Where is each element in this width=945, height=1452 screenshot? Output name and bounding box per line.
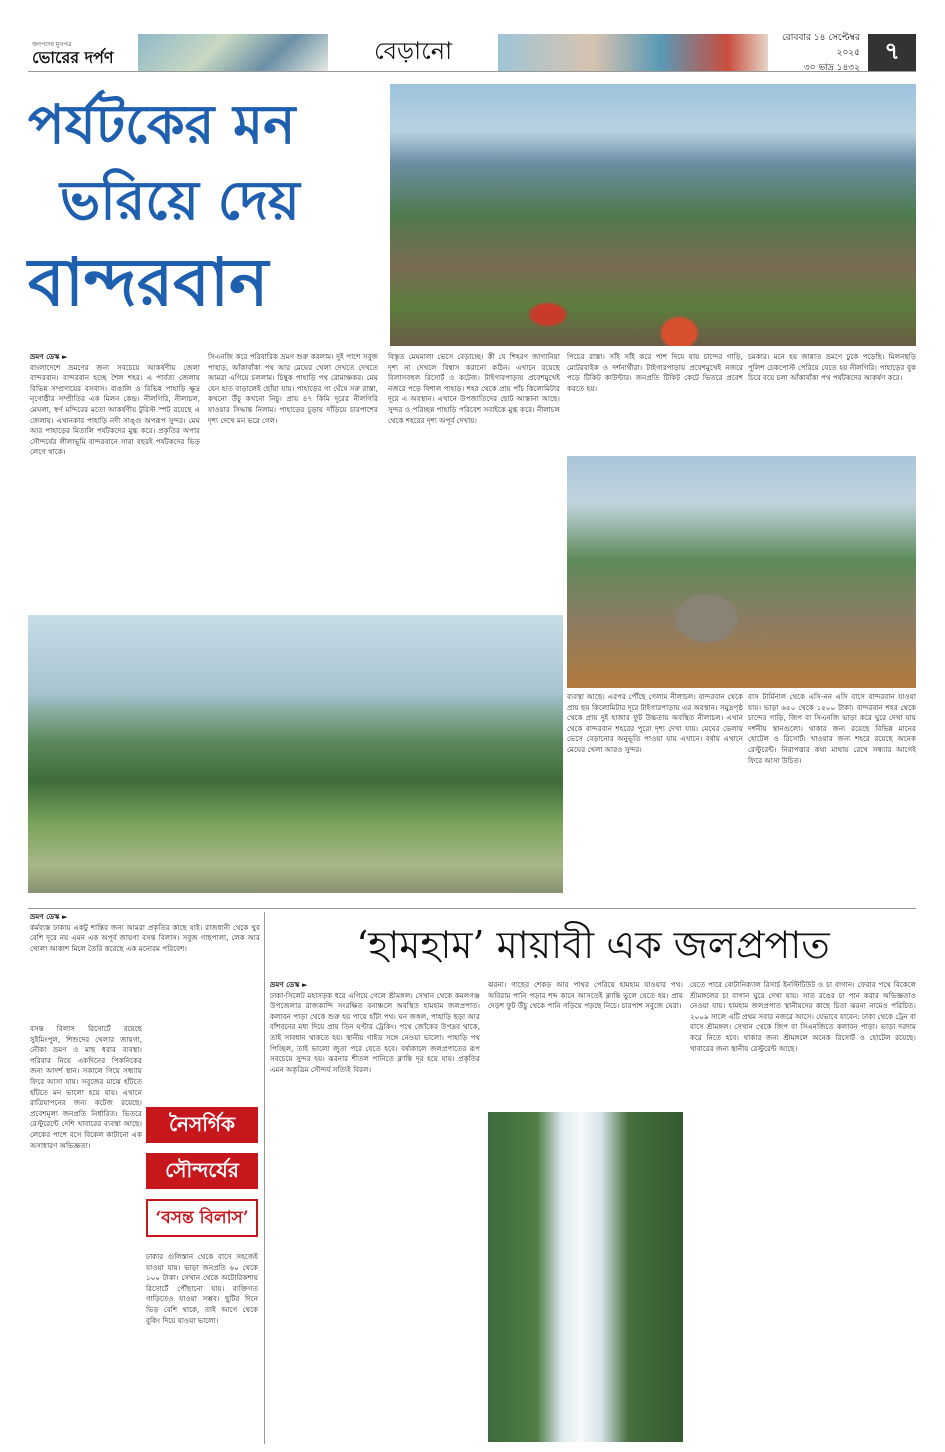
article2-column-left bbox=[30, 1024, 142, 1444]
issue-date-gregorian: রোববার ১৪ সেপ্টেম্বর ২০২৫ bbox=[782, 33, 860, 58]
masthead-tagline: জনপদের মুখপত্র bbox=[32, 41, 72, 48]
article2-text-right: ঢাকার গুলিস্তান থেকে বাসে সহজেই যাওয়া যায়। ভাড়া জনপ্রতি ৬০ থেকে ১০০ টাকা। সেখান থেকে অটোরিকশায় রিসোর্টে পৌঁছানো যায়। ব্যক্তিগত গাড়িতেও যাওয়া সম্ভব। ছুটির দিনে ভিড় বেশি থাকে, তাই আগে থেকে বুকিং দিয়ে যাওয়া ভালো। bbox=[146, 1252, 258, 1325]
article1-text-4: পিচের রাস্তা। সাঁই সাঁই করে পাশ দিয়ে যায় চান্দের গাড়ি, মোটরবাইক ও দর্শনার্থীরা। টাইগারপাড়ায় প্রবেশমুখেই নজরে পড়ে টিকিট কাউন্টার। জনপ্রতি টিকিট কেটে ভিতরে প্রবেশ করতে হয়। bbox=[567, 352, 743, 393]
issue-date bbox=[768, 34, 868, 71]
article1-column-7 bbox=[748, 692, 916, 902]
article1-headline bbox=[28, 85, 388, 345]
article1-byline: ভ্রমণ ডেস্ক ► bbox=[30, 352, 68, 361]
article3-headline: ‘হামহাম’ মায়াবী এক জলপ্রপাত bbox=[356, 923, 830, 967]
article2-headline-line-3: ‘বসন্ত বিলাস’ bbox=[146, 1199, 258, 1237]
article3-byline: ভ্রমণ ডেস্ক ► bbox=[270, 980, 308, 989]
article1-text-3: বিস্তৃত মেঘমালা ভেসে বেড়াচ্ছে। কী যে শিহরণ জাগানিয়া দৃশ্য না দেখলে বিশ্বাস করানো কঠিন। এখানে রয়েছে বিলাসবহুল রিসোর্ট ও কটেজ। টাইগারপাড়ায় প্রবেশমুখেই নজরে পড়ে বিশাল পাহাড়। শহর থেকে প্রায় পাঁচ কিলোমিটার দূরে এ অবস্থান। এখানে উপজাতিদের ছোট আস্তানা আছে। সুন্দর ও পরিচ্ছন্ন পাহাড়ি পরিবেশ সবাইকে মুগ্ধ করে। নীলাচল থেকে শহরের দৃশ্য অপূর্ব দেখায়। bbox=[388, 352, 560, 425]
article1-text-2: সিএনজি করে পরিবারিক ভ্রমণ শুরু করলাম। দুই পাশে সবুজ পাহাড়, আঁকাবাঁকা পথ আর মেঘের খেলা দেখতে দেখতে আমরা এগিয়ে চললাম। চিম্বুক পাহাড়ি পথ রোমাঞ্চকর। মেঘ যেন হাত বাড়ালেই ছোঁয়া যায়। পাহাড়ের গা ঘেঁষে সরু রাস্তা, কখনো উঁচু কখনো নিচু। প্রায় ৪৭ কিমি দূরের নীলগিরি যাওয়ার সিদ্ধান্ত নিলাম। পাহাড়ের চূড়ায় দাঁড়িয়ে চারপাশের দৃশ্য দেখে মন ভরে গেল। bbox=[208, 352, 378, 425]
header-photo-strip-right bbox=[498, 34, 768, 71]
article3-text-1: ঢাকা-সিলেট মহাসড়ক ধরে এগিয়ে গেলে শ্রীমঙ্গল। সেখান থেকে কমলগঞ্জ উপজেলার রাজকান্দি সংরক্ষিত বনাঞ্চলে অবস্থিত হামহাম জলপ্রপাত। কলাবন পাড়া থেকে শুরু হয় পায়ে হাঁটা পথ। ঘন জঙ্গল, পাহাড়ি ছড়া আর বাঁশবনের মধ্য দিয়ে প্রায় তিন ঘণ্টার ট্রেকিং। পথে জোঁকের উপদ্রব থাকে, তাই সাবধান থাকতে হয়। স্থানীয় গাইড সঙ্গে নেওয়া ভালো। পাহাড়ি পথ পিচ্ছিল, তাই ভালো জুতা পরে যেতে হবে। বর্ষাকালে জলপ্রপাতের রূপ সবচেয়ে সুন্দর হয়। ঝরনার শীতল পানিতে ক্লান্তি দূর হয়ে যায়। প্রকৃতির এমন অকৃত্রিম সৌন্দর্য সত্যিই বিরল। bbox=[270, 990, 480, 1074]
article1-column-2 bbox=[208, 352, 378, 614]
photo-stone-benches bbox=[567, 456, 916, 688]
article1-text-6: ব্যবস্থা আছে। এরপর পৌঁছে গেলাম নীলাচল। বান্দরবান থেকে প্রায় ছয় কিলোমিটার দূরে টাইগারপাড়ায় এর অবস্থান। সমুদ্রপৃষ্ঠ থেকে প্রায় দুই হাজার ফুট উচ্চতায় অবস্থিত নীলাচল। এখান থেকে বান্দরবান শহরের পুরো দৃশ্য দেখা যায়। মেঘের ভেলায় ভেসে বেড়ানোর অনুভূতি পাওয়া যায় এখানে। বর্ষায় এখানে মেঘের খেলা আরও সুন্দর। bbox=[567, 692, 743, 754]
article1-column-5 bbox=[748, 352, 916, 452]
photo-waterfall bbox=[488, 1112, 683, 1442]
article2-headline-line-1: নৈসর্গিক bbox=[146, 1107, 258, 1143]
article1-text-1: বাংলাদেশে ভ্রমণের জন্য সবচেয়ে আকর্ষণীয় জেলা বান্দরবান। বান্দরবান হচ্ছে শৈল শহর। এ পার্বত্য জেলায় বিভিন্ন সম্প্রদায়ের বসবাস। বাঙালি ও বিভিন্ন পাহাড়ি ক্ষুদ্র নৃগোষ্ঠীর সম্প্রীতির এক মিলন কেন্দ্র। নীলগিরি, নীলাচল, মেঘলা, স্বর্ণ মন্দিরের মতো আকর্ষণীয় টুরিস্ট স্পট রয়েছে এ জেলায়। এখানকার পাহাড়ি নদী সাঙ্গু অপরূপ সুন্দর। মেঘ আর পাহাড়ের মিতালি পর্যটকদের মুগ্ধ করে। প্রকৃতির অপার সৌন্দর্যের লীলাভূমি বান্দরবানে সারা বছরই পর্যটকদের ভিড় লেগে থাকে। bbox=[30, 362, 200, 457]
headline-line-3: বান্দরবান bbox=[28, 243, 269, 321]
article2-text-left: বসন্ত বিলাস রিসোর্টে রয়েছে সুইমিংপুল, শিশুদের খেলার জায়গা, নৌকা ভ্রমণ ও মাছ ধরার ব্যবস্থা। পরিবার নিয়ে একদিনের পিকনিকের জন্য আদর্শ স্থান। সকালে গিয়ে সন্ধ্যায় ফিরে আসা যায়। সবুজের মাঝে হাঁটতে হাঁটতে মন ভালো হয়ে যায়। এখানে রাত্রিযাপনের জন্য কটেজ রয়েছে। প্রবেশমূল্য জনপ্রতি নির্ধারিত। ভিতরে রেস্টুরেন্টে দেশি খাবারের ব্যবস্থা আছে। লেকের পাশে বসে বিকেল কাটানো এক অসাধারণ অভিজ্ঞতা। bbox=[30, 1024, 142, 1150]
page-number: ৭ bbox=[868, 34, 916, 71]
photo-hill-road bbox=[28, 615, 563, 893]
article2-byline: ভ্রমণ ডেস্ক ► bbox=[30, 912, 68, 921]
article2-intro bbox=[30, 912, 260, 1024]
article2-column-right bbox=[146, 1252, 258, 1444]
column-divider bbox=[264, 912, 265, 1444]
article3-text-3: যেতে পারে বোটানিক্যাল রিসার্চ ইনস্টিটিউট ও চা বাগান। ফেরার পথে বিকেলে শ্রীমঙ্গলের চা বাগান ঘুরে দেখা যায়। সাত রঙের চা পান করার অভিজ্ঞতাও নেওয়া যায়। হামহাম জলপ্রপাত স্থানীয়দের কাছে চিতা ঝরনা নামেও পরিচিত। ২০০৯ সালে এটি প্রথম সবার নজরে আসে। যেভাবে যাবেন: ঢাকা থেকে ট্রেন বা বাসে শ্রীমঙ্গল। সেখান থেকে জিপ বা সিএনজিতে কলাবন পাড়া। ভাড়া দরদাম করে নিতে হবে। থাকার জন্য শ্রীমঙ্গলে অনেক রিসোর্ট ও হোটেল রয়েছে। খাবারের জন্য স্থানীয় রেস্টুরেন্ট আছে। bbox=[690, 980, 916, 1053]
article3-column-2 bbox=[488, 980, 683, 1108]
article3-column-1 bbox=[270, 980, 480, 1442]
section-title: বেড়ানো bbox=[373, 36, 453, 65]
photo-nilgiri-viewpoint bbox=[390, 84, 916, 346]
article2-intro-text: কর্মব্যস্ত ঢাকায় একটু শান্তির জন্য আমরা প্রকৃতির কাছে যাই। রাজধানী থেকে খুব বেশি দূরে নয় এমন এক অপূর্ব জায়গা বসন্ত বিলাস। সবুজ গাছপালা, লেক আর খোলা আকাশ মিলে তৈরি করেছে এক মনোরম পরিবেশ। bbox=[30, 922, 260, 953]
headline-line-2: ভরিয়ে দেয় bbox=[60, 168, 300, 232]
article1-text-7: বাস টার্মিনাল থেকে এসি-নন এসি বাসে বান্দরবান যাওয়া যায়। ভাড়া ৬৫০ থেকে ১৫০০ টাকা। বান্দরবান শহর থেকে চান্দের গাড়ি, জিপ বা সিএনজি ভাড়া করে ঘুরে দেখা যায় দর্শনীয় স্থানগুলো। থাকার জন্য রয়েছে বিভিন্ন মানের হোটেল ও রিসোর্ট। খাওয়ার জন্য শহরে রয়েছে অনেক রেস্টুরেন্ট। নিরাপত্তার কথা মাথায় রেখে সন্ধ্যার আগেই ফিরে আসা উচিত। bbox=[748, 692, 916, 765]
issue-date-bengali: ৩০ ভাদ্র ১৪৩২ bbox=[803, 63, 860, 73]
article1-column-6 bbox=[567, 692, 743, 902]
article1-column-1 bbox=[30, 352, 200, 614]
masthead-logo: ভোরের দর্পণ bbox=[32, 48, 114, 67]
article2-headline-line-2: সৌন্দর্যের bbox=[146, 1153, 258, 1189]
header-photo-strip-left bbox=[138, 34, 328, 71]
masthead bbox=[28, 34, 138, 71]
page-header bbox=[28, 34, 916, 72]
article3-column-3 bbox=[690, 980, 916, 1442]
article1-column-4 bbox=[567, 352, 743, 452]
article1-column-3 bbox=[388, 352, 560, 614]
article1-text-5: চমকার। মনে হয় জান্নাত ভ্রমণে ঢুকে পড়েছি। মিলনছড়ি পুলিশ চেকপোস্ট পেরিয়ে যেতে হয় নীলগিরি। পাহাড়ের বুক চিরে বয়ে চলা আঁকাবাঁকা পথ পর্যটকদের আকর্ষণ করে। bbox=[748, 352, 916, 383]
article2-headline-box bbox=[146, 1107, 258, 1252]
article3-text-2: ঝরনা। গাছের শেকড় আর পাথর পেরিয়ে হামহাম যাওয়ার পথ। অবিরাম পানি পড়ার শব্দ কানে আসতেই ক্লান্তি ভুলে যেতে হয়। প্রায় দেড়শ ফুট উঁচু থেকে পানি গড়িয়ে পড়ছে নিচে। চারপাশ সবুজে ঘেরা। bbox=[488, 980, 683, 1011]
section-divider bbox=[28, 908, 916, 909]
headline-line-1: পর্যটকের মন bbox=[28, 92, 296, 156]
